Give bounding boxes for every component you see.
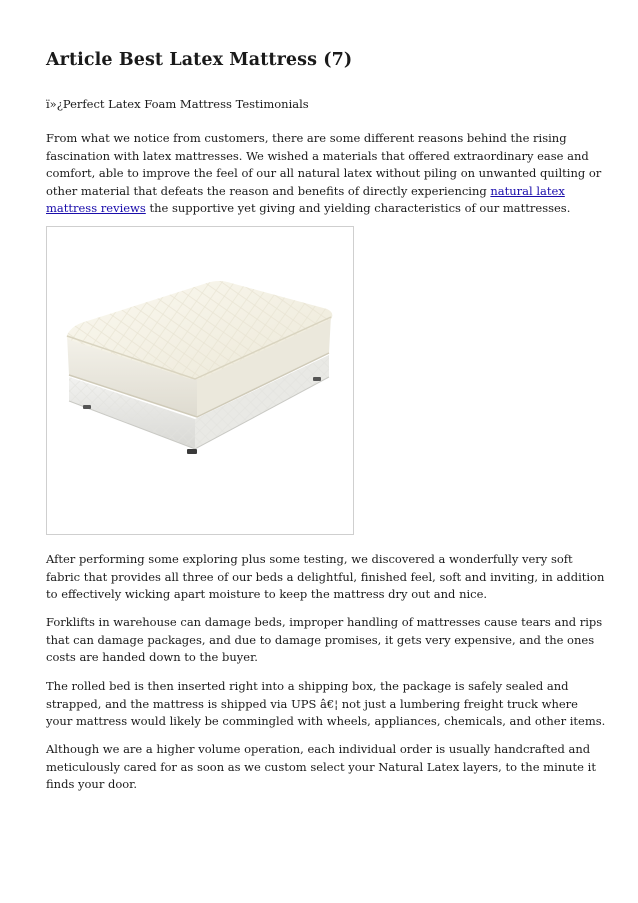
mattress-illustration bbox=[47, 227, 353, 534]
paragraph-2: After performing some exploring plus some testing, we discovered a wonderfully very soft fabric that provides all three of our beds a delightful, finished feel, soft and inviting, in addition to effectively wicking apart moisture to keep the mattress dry out and nice. bbox=[46, 552, 605, 601]
article-subtitle: ï»¿Perfect Latex Foam Mattress Testimonials bbox=[46, 97, 309, 111]
article-title: Article Best Latex Mattress (7) bbox=[46, 50, 353, 70]
mattress-image bbox=[46, 226, 354, 535]
natural-latex-reviews-link[interactable]: natural latex mattress reviews bbox=[46, 183, 565, 215]
intro-text-after-link: the supportive yet giving and yielding characteristics of our mattresses. bbox=[145, 201, 571, 215]
paragraph-3: Forklifts in warehouse can damage beds, improper handling of mattresses cause tears and rips that can damage packages, and due to damage promises, it gets very expensive, and the ones costs are handed down to the buyer. bbox=[46, 615, 603, 664]
intro-text-before-link: From what we notice from customers, there are some different reasons behind the rising fascination with latex mattresses. We wished a materials that offered extraordinary ease and comfort, able to improve the feel of our all natural latex without piling on unwanted quilting or other material that defeats the reason and benefits of directly experiencing bbox=[46, 131, 602, 198]
paragraph-5: Although we are a higher volume operation, each individual order is usually handcrafted and meticulously cared for as soon as we custom select your Natural Latex layers, to the minute it finds your door. bbox=[46, 742, 596, 791]
paragraph-4: The rolled bed is then inserted right into a shipping box, the package is safely sealed and strapped, and the mattress is shipped via UPS â€¦ not just a lumbering freight truck where your mattress would likely be commingled with wheels, appliances, chemicals, and other items. bbox=[46, 679, 606, 728]
paragraph-intro bbox=[46, 130, 606, 218]
